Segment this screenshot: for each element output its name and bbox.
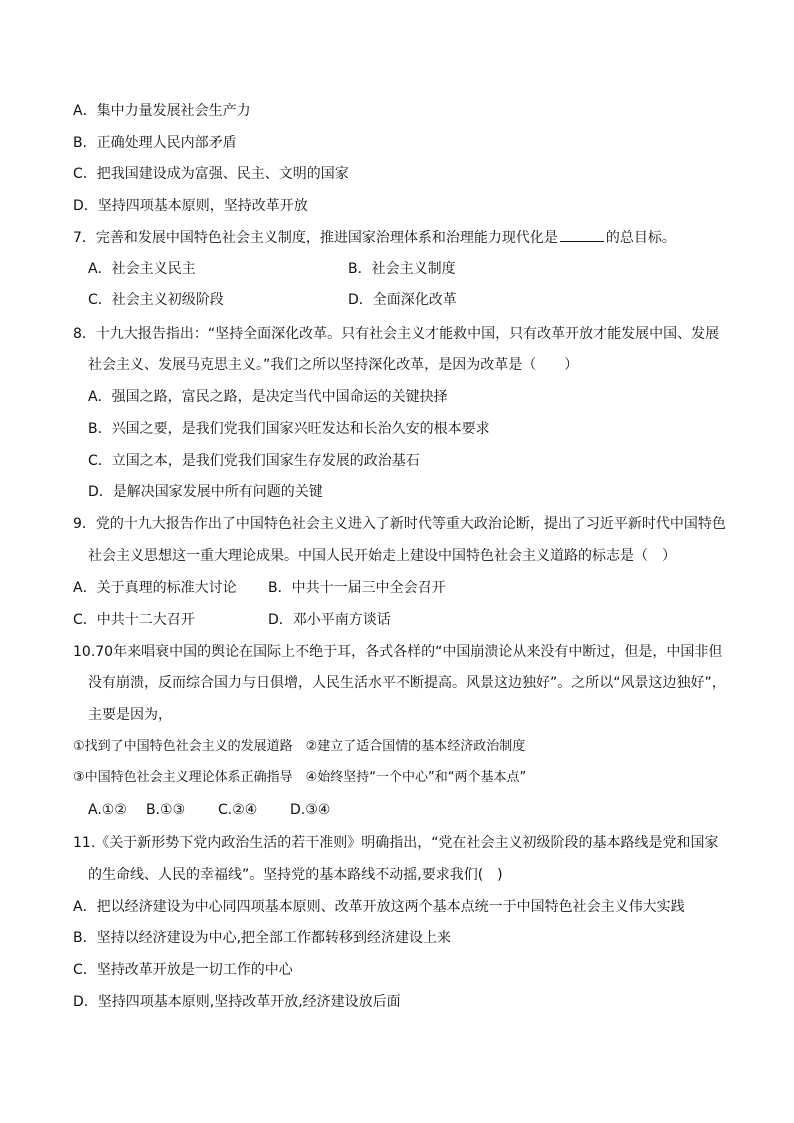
q6-option-c: C．把我国建设成为富强、民主、文明的国家 (73, 166, 349, 182)
q10-option-b: B.①③ (146, 802, 186, 818)
q11-option-d: D．坚持四项基本原则,坚持改革开放,经济建设放后面 (73, 994, 401, 1010)
q11-option-a: A．把以经济建设为中心同四项基本原则、改革开放这两个基本点统一于中国特色社会主义伟大实践 (73, 899, 685, 915)
q8-option-c: C．立国之本，是我们党我们国家生存发展的政治基石 (88, 453, 420, 469)
q7-stem-after: 的总目标。 (605, 230, 676, 246)
q11-option-c: C．坚持改革开放是一切工作的中心 (73, 962, 293, 978)
q11-stem-line-1: 11.《关于新形势下党内政治生活的若干准则》明确指出，“党在社会主义初级阶段的基本路线是党和国家 (73, 835, 719, 851)
q10-item-line-1: ①找到了中国特色社会主义的发展道路 ②建立了适合国情的基本经济政治制度 (73, 739, 526, 754)
q9-stem-line-1: 9．党的十九大报告作出了中国特色社会主义进入了新时代等重大政治论断，提出了习近平新时代中国特色 (73, 516, 726, 532)
q10-option-d: D.③④ (290, 802, 331, 818)
q8-option-b: B．兴国之要，是我们党我们国家兴旺发达和长治久安的根本要求 (88, 421, 490, 437)
q11-option-b: B．坚持以经济建设为中心,把全部工作都转移到经济建设上来 (73, 930, 452, 946)
q9-option-b: B．中共十一届三中全会召开 (268, 580, 446, 596)
q7-stem (73, 228, 676, 248)
q10-stem-line-2: 没有崩溃，反而综合国力与日俱增，人民生活水平不断提高。风景这边独好”。之所以“风景这边独好”， (88, 675, 726, 691)
q8-option-d: D．是解决国家发展中所有问题的关键 (88, 484, 323, 500)
q9-stem-line-2: 社会主义思想这一重大理论成果。中国人民开始走上建设中国特色社会主义道路的标志是（ ） (88, 548, 676, 564)
q6-option-b: B．正确处理人民内部矛盾 (73, 135, 237, 151)
q9-option-a: A．关于真理的标准大讨论 (73, 580, 237, 596)
q9-option-c: C．中共十二大召开 (73, 612, 195, 628)
q8-option-a: A．强国之路，富民之路，是决定当代中国命运的关键抉择 (88, 389, 448, 405)
q7-option-c: C．社会主义初级阶段 (88, 292, 224, 308)
q8-stem-line-2: 社会主义、发展马克思主义。”我们之所以坚持深化改革，是因为改革是（ ） (88, 357, 579, 373)
q8-stem-line-1: 8．十九大报告指出：“坚持全面深化改革。只有社会主义才能救中国，只有改革开放才能发展中国、发展 (73, 326, 720, 342)
q7-option-b: B．社会主义制度 (348, 261, 456, 277)
q10-item-line-2: ③中国特色社会主义理论体系正确指导 ④始终坚持“一个中心”和“两个基本点” (73, 770, 527, 785)
q7-stem-before: 7．完善和发展中国特色社会主义制度，推进国家治理体系和治理能力现代化是 (73, 230, 558, 246)
q10-option-c: C.②④ (218, 802, 258, 818)
q10-stem-line-3: 主要是因为， (88, 707, 172, 723)
q7-option-a: A．社会主义民主 (88, 261, 196, 277)
q10-stem-line-1: 10.70年来唱衰中国的舆论在国际上不绝于耳，各式各样的“中国崩溃论从来没有中断过，但是，中国非但 (73, 644, 723, 660)
q7-option-d: D．全面深化改革 (348, 292, 457, 308)
answer-blank (560, 229, 604, 242)
q9-option-d: D．邓小平南方谈话 (268, 612, 391, 628)
q6-option-d: D．坚持四项基本原则，坚持改革开放 (73, 198, 308, 214)
q6-option-a: A．集中力量发展社会生产力 (73, 103, 251, 119)
q10-option-a: A.①② (88, 802, 127, 818)
q11-stem-line-2: 的生命线、人民的幸福线”。坚持党的基本路线不动摇,要求我们( ) (88, 867, 503, 883)
